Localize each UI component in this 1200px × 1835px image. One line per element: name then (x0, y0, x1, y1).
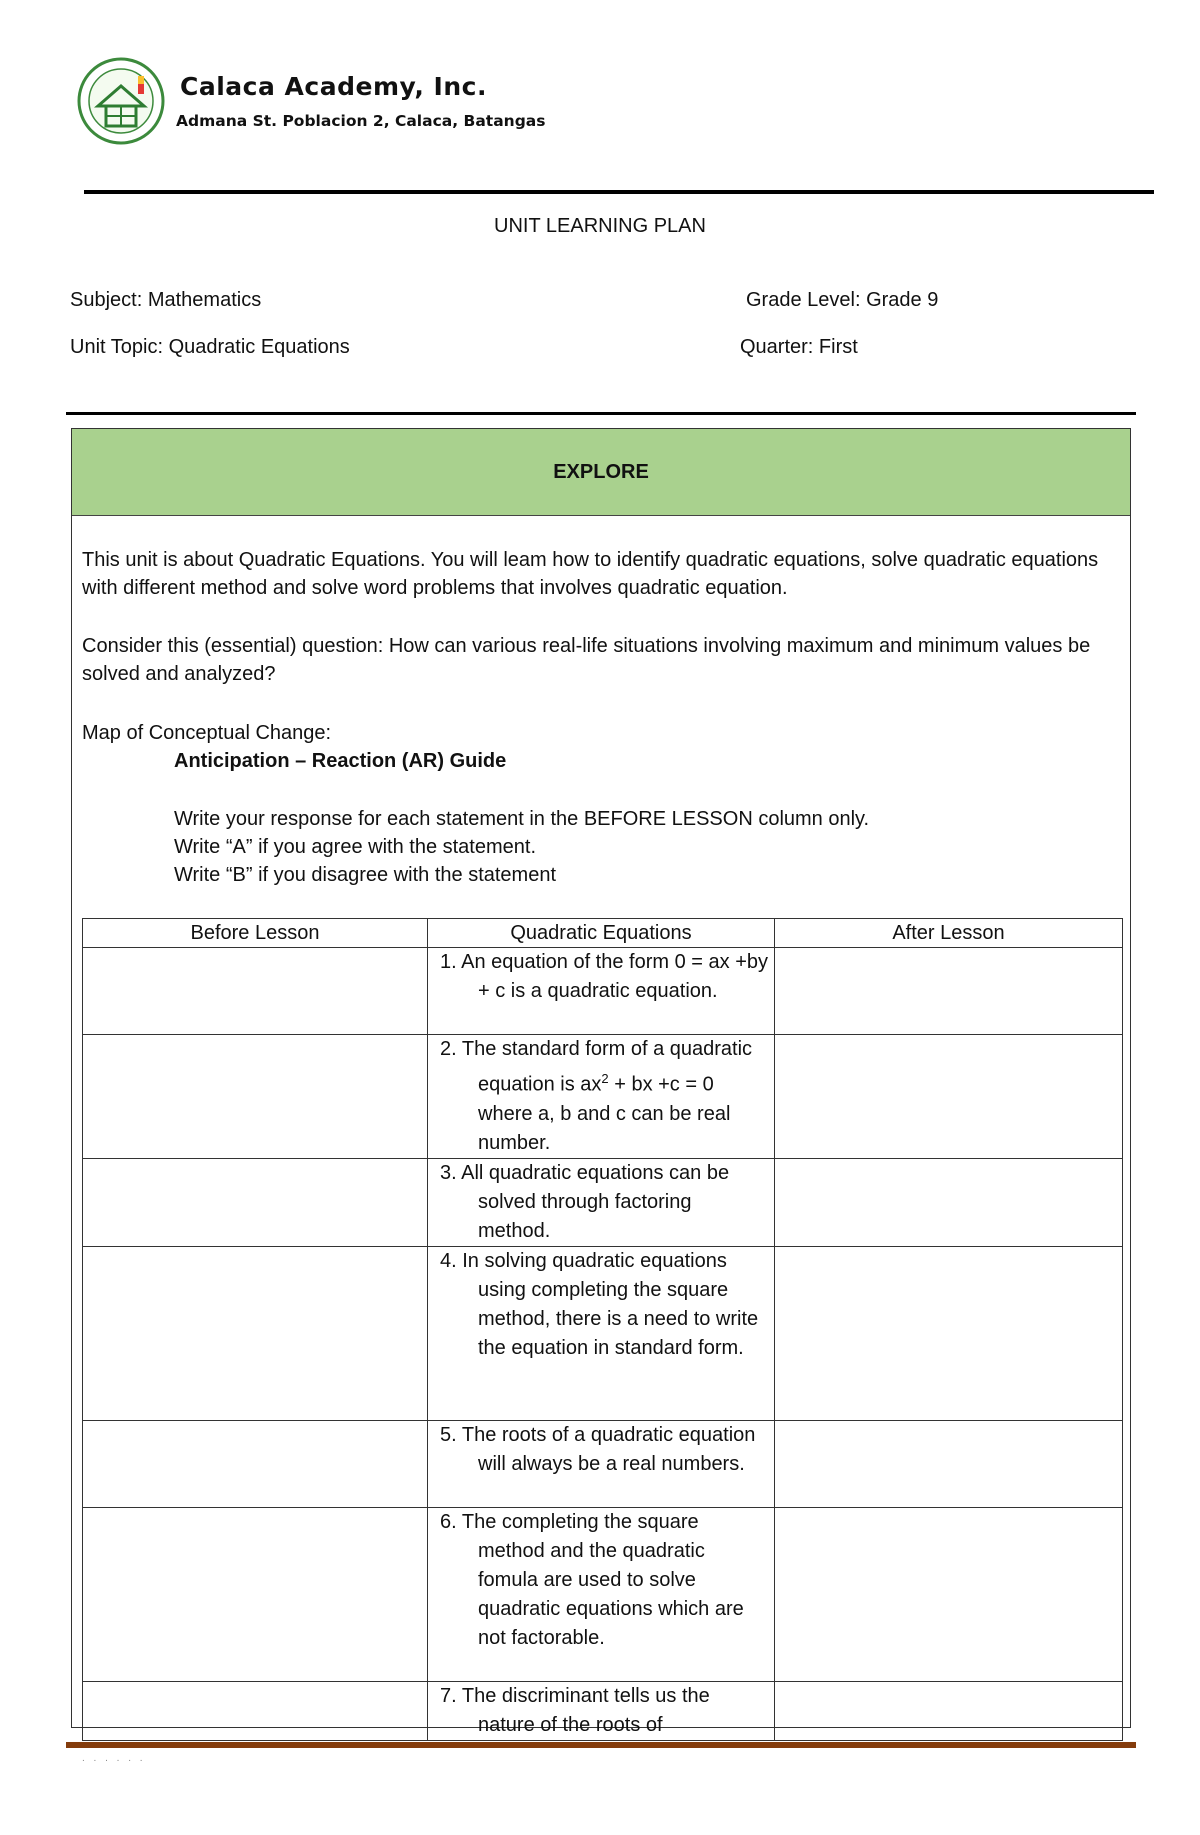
statement-2-text: 2. The standard form of a quadratic equation is ax (440, 1038, 753, 1096)
statement-3: 3. All quadratic equations can be solved through factoring method. (440, 1161, 730, 1242)
school-address: Admana St. Poblacion 2, Calaca, Batangas (176, 112, 546, 130)
statement-cell (428, 1035, 775, 1159)
before-lesson-cell[interactable] (83, 1507, 428, 1681)
school-logo (76, 56, 166, 146)
table-header-row (83, 919, 1123, 948)
statement-cell (428, 1246, 775, 1420)
subject-field: Subject: Mathematics (70, 289, 262, 311)
statement-cell (428, 1681, 775, 1740)
section-divider (66, 412, 1136, 415)
header-divider (84, 190, 1154, 194)
statement-4: 4. In solving quadratic equations using completing the square method, there is a need to write the equation in standard form. (440, 1249, 759, 1359)
statement-2-text-cont: + bx +c = 0 where a, b and c can be real number. (478, 1073, 731, 1154)
instruction-2: Write “A” if you agree with the statement. (174, 836, 537, 858)
footer-mark: . . . . . . (82, 1753, 146, 1764)
unit-topic-field: Unit Topic: Quadratic Equations (70, 336, 350, 358)
instruction-1: Write your response for each statement in the BEFORE LESSON column only. (174, 808, 870, 830)
table-row (83, 948, 1123, 1035)
after-lesson-cell[interactable] (775, 1507, 1123, 1681)
unit-intro: This unit is about Quadratic Equations. You will leam how to identify quadratic equations, solve quadratic equations with different method and solve word problems that involves quadratic equation. (82, 549, 1099, 599)
statement-6: 6. The completing the square method and the quadratic fomula are used to solve quadratic equations which are not factorable. (440, 1510, 744, 1649)
before-lesson-cell[interactable] (83, 1035, 428, 1159)
table-row (83, 1681, 1123, 1740)
after-lesson-cell[interactable] (775, 1035, 1123, 1159)
instruction-3: Write “B” if you disagree with the statement (174, 864, 557, 886)
statement-7: 7. The discriminant tells us the nature of the roots of (440, 1684, 710, 1736)
statement-5: 5. The roots of a quadratic equation will always be a real numbers. (440, 1423, 756, 1475)
before-lesson-cell[interactable] (83, 1420, 428, 1507)
statement-1: 1. An equation of the form 0 = ax +by + c is a quadratic equation. (440, 951, 768, 1002)
grade-level-field: Grade Level: Grade 9 (746, 289, 939, 311)
after-lesson-cell[interactable] (775, 1681, 1123, 1740)
after-lesson-cell[interactable] (775, 1246, 1123, 1420)
footer-rule (66, 1742, 1136, 1748)
school-name: Calaca Academy, Inc. (180, 72, 487, 101)
ar-guide-table (82, 918, 1123, 1741)
table-row (83, 1420, 1123, 1507)
document-title: UNIT LEARNING PLAN (494, 215, 706, 237)
statement-cell (428, 1420, 775, 1507)
before-lesson-cell[interactable] (83, 1681, 428, 1740)
explore-heading: EXPLORE (72, 429, 1130, 516)
col-before-lesson: Before Lesson (83, 919, 428, 948)
col-quadratic-equations: Quadratic Equations (428, 919, 775, 948)
table-row (83, 1507, 1123, 1681)
after-lesson-cell[interactable] (775, 1158, 1123, 1246)
map-label: Map of Conceptual Change: (82, 722, 332, 744)
table-row (83, 1035, 1123, 1159)
table-row (83, 1246, 1123, 1420)
statement-cell (428, 1507, 775, 1681)
statement-cell (428, 948, 775, 1035)
before-lesson-cell[interactable] (83, 1246, 428, 1420)
statement-cell (428, 1158, 775, 1246)
statement-2 (440, 1035, 768, 1158)
before-lesson-cell[interactable] (83, 1158, 428, 1246)
quarter-field: Quarter: First (740, 336, 858, 358)
before-lesson-cell[interactable] (83, 948, 428, 1035)
ar-guide-title: Anticipation – Reaction (AR) Guide (174, 750, 507, 772)
exponent: 2 (601, 1071, 609, 1086)
table-row (83, 1158, 1123, 1246)
col-after-lesson: After Lesson (775, 919, 1123, 948)
after-lesson-cell[interactable] (775, 948, 1123, 1035)
essential-question: Consider this (essential) question: How can various real-life situations involving maximum and minimum values be solved and analyzed? (82, 635, 1091, 685)
after-lesson-cell[interactable] (775, 1420, 1123, 1507)
